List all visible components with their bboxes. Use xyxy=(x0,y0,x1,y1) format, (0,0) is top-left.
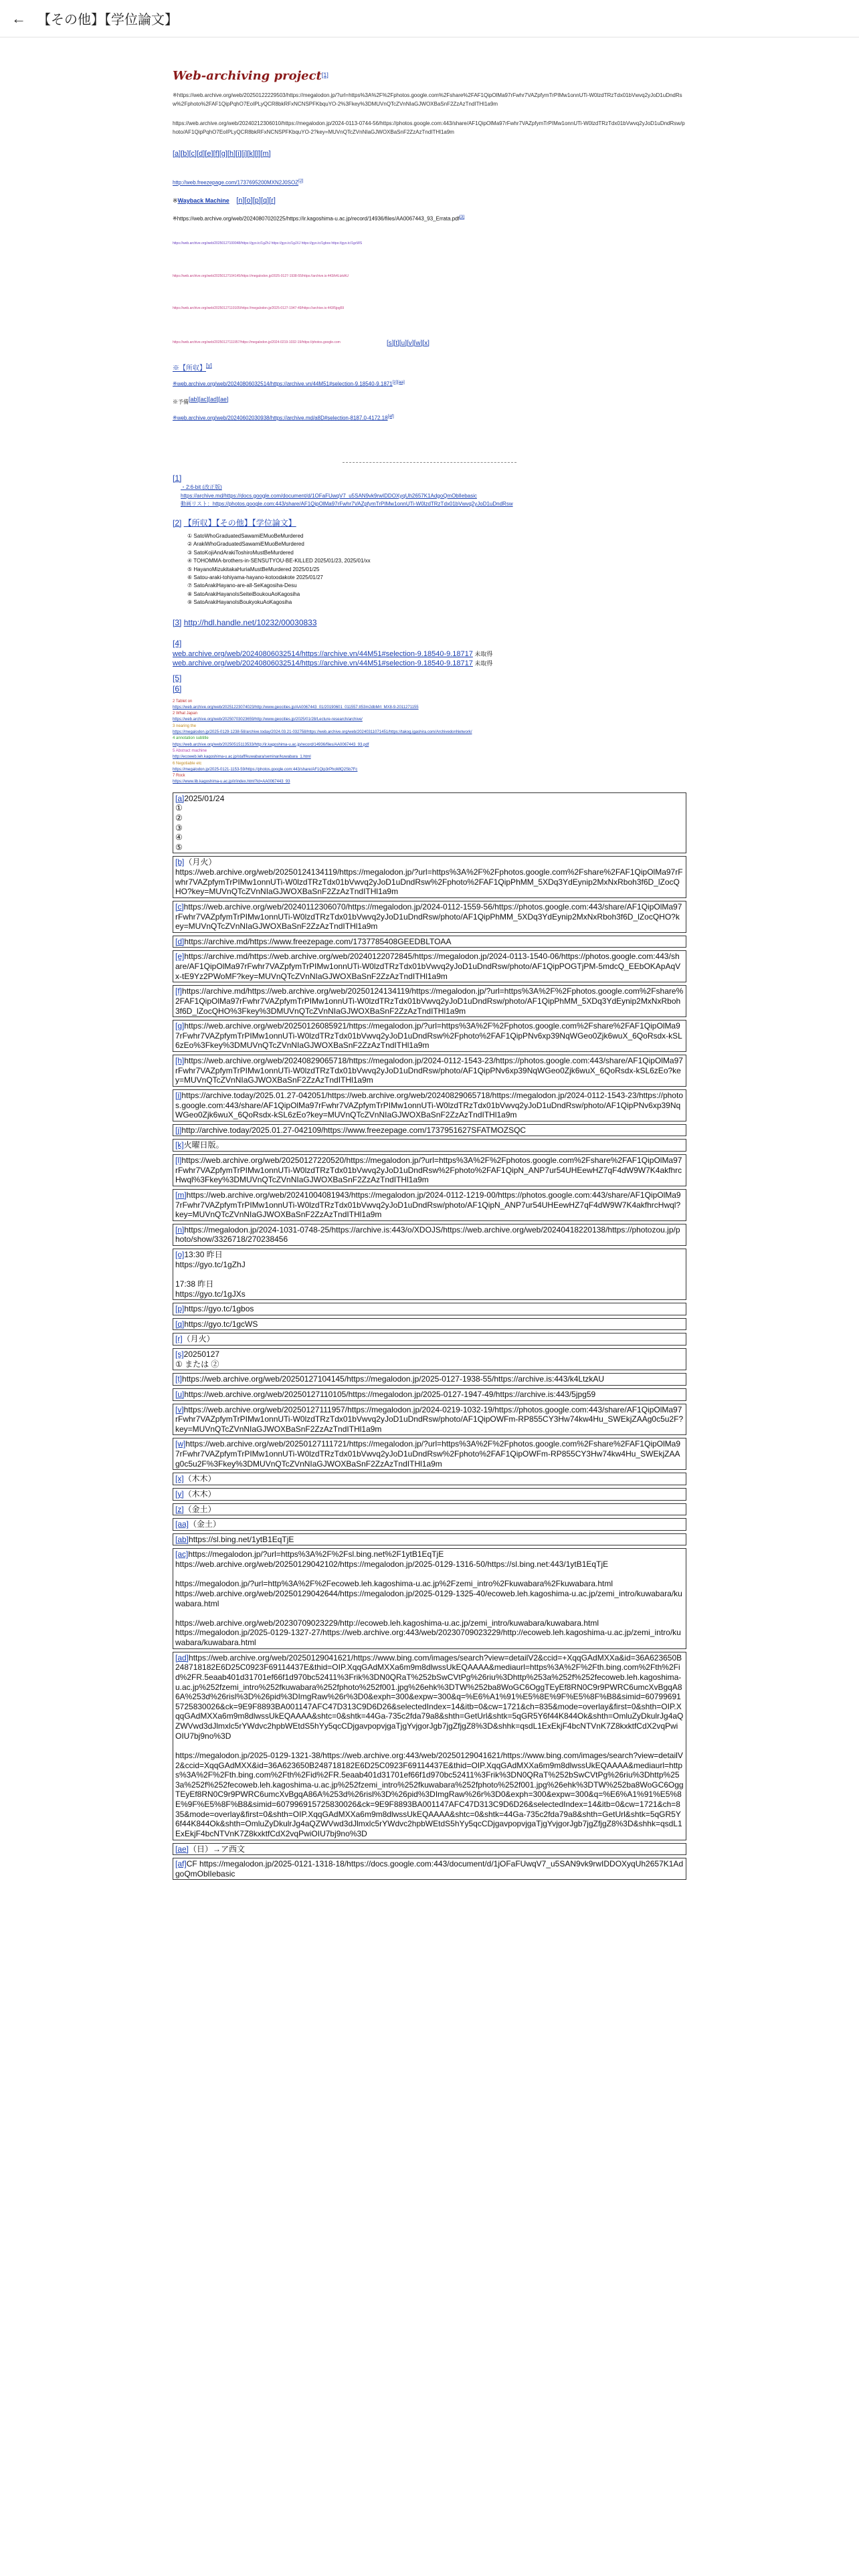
annotation-text: 2025/01/24 ① ② ③ ④ ⑤ xyxy=(175,793,225,852)
annotation-text: （金土） xyxy=(183,1504,216,1514)
annotation-text: https://sl.bing.net/1ytB1EqTjE xyxy=(189,1534,294,1544)
list-item: ⑦ SatoArakiHayano-are-all-SeKagosiha-Desu xyxy=(187,582,297,589)
footnote-4-status: 未取得 xyxy=(472,650,493,657)
annotation-box xyxy=(173,1373,686,1386)
tiny-link[interactable]: https://web.archive.org/web/20250127111957/https://megalodon.jp/2024-0219-1032-19/https://photos.google.com xyxy=(173,340,341,344)
annotation-box xyxy=(173,1124,686,1137)
annotation-label[interactable]: [r] xyxy=(175,1334,183,1344)
annotation-label[interactable]: [q] xyxy=(175,1319,185,1329)
colored-reference-line[interactable]: https://web.archive.org/web/20250515113533/http://ir.kagoshima-u.ac.jp/record/14936/files/AA0067443_93.pdf xyxy=(173,742,369,747)
title-footnote-ref[interactable]: [1] xyxy=(321,72,328,78)
annotation-text: 13:30 昨日 https://gyo.tc/1gZhJ 17:38 昨日 https://gyo.tc/1gJXs xyxy=(175,1250,246,1299)
annotation-box xyxy=(173,1488,686,1501)
annotation-text: https://web.archive.org/web/20240112306070/https://megalodon.jp/2024-0112-1559-56/https://photos.google.com:443/share/AF1QipOlMa97rFwhr7VAZpfymTrPIMw1onnUTi-W0lzdTRzTdx01bVwvq2yJoD1uDndRsw/photo/AF1QipPhMM_5XDq3YdEynip2MxNxRboh3f6D_lZocQHO?key=MUVnQTcZVnNIaGJWOXBaSnF2ZzAzTndITHl1a9m xyxy=(175,901,682,932)
colored-reference-line[interactable]: https://web.archive.org/web/20250703023659/http://www.geocities.jp/2025/01/28/Lecture-research/archive/ xyxy=(173,718,363,722)
list-item-text: Satou-araki-tohiyama-hayano-kotoodakote 2025/01/27 xyxy=(193,574,323,581)
annotation-text: https://megalodon.jp/2024-1031-0748-25/https://archive.is:443/o/XDOJS/https://web.archive.org/web/20240418220138/https://photozou.jp/photo/show/3326718/270238456 xyxy=(175,1224,680,1245)
app-bar xyxy=(0,0,859,37)
back-arrow-icon[interactable]: ← xyxy=(11,9,26,27)
document-page xyxy=(173,59,686,1883)
annotation-label[interactable]: [d] xyxy=(175,936,185,946)
footnote-2 xyxy=(173,518,686,607)
list-item-text: SatoWhoGraduatedSawamiEMuoBeMurdered xyxy=(193,533,304,540)
annotation-label[interactable]: [m] xyxy=(175,1190,187,1200)
misc-refs[interactable]: [y] xyxy=(206,362,212,369)
annotation-box xyxy=(173,1503,686,1516)
annotation-box xyxy=(173,1055,686,1087)
annotation-text: 火曜日版。 xyxy=(183,1140,224,1150)
footnote-label[interactable]: [5] xyxy=(173,673,182,683)
list-item-text: TOHOMMA-brothers-in-SENSUTYOU-BE-KILLED 2025/01/23, 2025/01/xx xyxy=(193,558,371,564)
annotation-label[interactable]: [a] xyxy=(175,793,185,803)
footnote-2-list xyxy=(187,532,686,607)
annotation-label[interactable]: [g] xyxy=(175,1021,185,1031)
misc-line xyxy=(173,362,686,372)
annotation-text: https://web.archive.org/web/20250127110105/https://megalodon.jp/2025-0127-1947-49/https://archive.is:443/5jpg59 xyxy=(184,1389,596,1399)
list-item: ② ArakiWhoGraduatedSawamiEMuoBeMurdered xyxy=(187,541,304,548)
annotation-label[interactable]: [b] xyxy=(175,857,185,867)
annotation-text: https://web.archive.org/web/20250127104145/https://megalodon.jp/2025-0127-1938-55/https://archive.is:443/k4LtzkAU xyxy=(182,1374,605,1384)
annotation-box xyxy=(173,1388,686,1401)
annotation-label[interactable]: [z] xyxy=(175,1504,184,1514)
annotation-box xyxy=(173,985,686,1017)
footnote-label[interactable]: [1] xyxy=(173,473,182,483)
footnote-2-title[interactable]: 【所収】【その他】【学位論文】 xyxy=(183,518,296,528)
annotation-text: CF https://megalodon.jp/2025-0121-1318-18/https://docs.google.com:443/document/d/1jOFaFUwqV7_u5SAN9vk9rwIDDOXyqUh2657K1AdgoQmOblIebasic xyxy=(175,1859,684,1879)
colored-reference-line: 6 Negotiable etc xyxy=(173,761,202,766)
colored-reference-line: 7 Rock xyxy=(173,774,185,778)
list-item: ⑧ SatoArakiHayanoIsSeiteiBoukouAoKagosiha xyxy=(187,591,300,597)
annotation-label[interactable]: [aa] xyxy=(175,1519,189,1529)
list-item: ⑥ Satou-araki-tohiyama-hayano-kotoodakote 2025/01/27 xyxy=(187,574,323,581)
tiny-link[interactable]: https://web.archive.org/web/20250127100048/https://gyo.tc/1gZhJ https://gyo.tc/1gJXJ https://gyo.tc/1gbos https://gyo.tc/1gcWS xyxy=(173,241,363,246)
annotation-box xyxy=(173,1404,686,1436)
annotation-label[interactable]: [ac] xyxy=(175,1549,189,1560)
annotation-box xyxy=(173,1438,686,1470)
annotation-label[interactable]: [u] xyxy=(175,1389,185,1399)
annotation-label[interactable]: [ab] xyxy=(175,1534,189,1544)
list-item-text: ArakiWhoGraduatedSawamiEMuoBeMurdered xyxy=(193,541,304,548)
annotation-text: https://gyo.tc/1gbos xyxy=(184,1304,254,1314)
annotation-box xyxy=(173,1089,686,1121)
annotation-label[interactable]: [t] xyxy=(175,1374,183,1384)
list-item: ④ TOHOMMA-brothers-in-SENSUTYOU-BE-KILLED 2025/01/23, 2025/01/xx xyxy=(187,558,371,564)
footnote-4 xyxy=(173,639,686,668)
footnote-1-item[interactable]: https://archive.md/https://docs.google.com/document/d/1OFaFUwqV7_u5SAN9vk9rwIDDOXyqUh2657K1AdgoQmOblIebasic xyxy=(181,492,477,499)
footnote-1-item[interactable]: ・2:6-bit (改正版) xyxy=(181,484,222,491)
annotation-label[interactable]: [ae] xyxy=(175,1844,189,1854)
annotation-text: https://web.archive.org/web/20250126085921/https://megalodon.jp/?url=https%3A%2F%2Fphotos.google.com%2Fshare%2FAF1QipOlMa97rFwhr7VAZpfymTrPIMw1onnUTi-W0lzdTRzTdx01bVwvq2yJoD1uDndRsw%2Fphoto%2FAF1QipPNv6xp39NqWGeo0Zjk6wuX_6QoRsdx-kSL6zEo%3Fkey%3DMUVnQTcZVnNIaGJWOXBaSnF2ZzAzTndITHl1a9m xyxy=(175,1021,682,1051)
footnote-4-status: 未取得 xyxy=(472,660,493,667)
footnote-label[interactable]: [3] xyxy=(173,617,182,627)
intro-paragraph-2: https://web.archive.org/web/20240212306010/https://megalodon.jp/2024-0113-0744-56/https://photos.google.com:443/share/AF1QipOlMa97rFwhr7VAZpfymTrPIMw1onnUTi-W0lzdTRzTdx01bVwvq2yJoD1uDndRsw/photo/AF1QipPqhO7EoIPLyQCR8bkRFxNCNSPFKbquYO-2?key=MUVnQTcZVnNIaGJWOXBaSnF2ZzAzTndITHl1a9m xyxy=(173,120,685,135)
annotation-box-list xyxy=(173,792,686,1881)
annotation-box xyxy=(173,1189,686,1221)
tiny-link[interactable]: https://web.archive.org/web/20250127110105/https://megalodon.jp/2025-0127-1947-49/https://archive.is:443/5jpg59 xyxy=(173,306,345,311)
kagoshima-ref[interactable]: [3] xyxy=(459,215,465,220)
colored-reference-line: 2 What Japan xyxy=(173,712,198,716)
annotation-box xyxy=(173,1518,686,1531)
list-item-text: HayanoMizukitakaHuriaMustBeMurdered 2025/01/25 xyxy=(193,566,320,572)
tiny-link-row xyxy=(173,340,686,345)
annotation-label[interactable]: [w] xyxy=(175,1439,186,1449)
annotation-text: （金土） xyxy=(189,1519,221,1529)
annotation-text: https://web.archive.org/web/20250129041621/https://www.bing.com/images/search?view=detailV2&ccid=+XqqGAdMXXa&id=36A623650B248718182E6D25C0923F69114437E&thid=OIP.XqqGAdMXXa6m9m8dlwssUkEQAAAA&mediaurl=https%3A%2F%2Fth.bing.com%2Fth%2Fid%2FR.5eaab401d31701ef66f1d970bc52411%3Frik%3DN0QRaT%252bSwCVtPg%26riu%3Dhttp%253a%252f%252fecoweb.leh.kagoshima-u.ac.jp%252fzemi_intro%252fkuwabara%252fphoto%252f001.jpg%26ehk%3DTW%252ba8WoGC6OggTEyEf8RN0C9r9PWRC6umcXvBgqA86A%253d%26risl%3D%26pid%3DImgRaw%26r%3D0&exph=300&expw=300&q=%E6%A1%91%E5%8E%9F%E5%8F%B8&simid=607996915725830026&ck=9E9F8893BA001147AFC47D313C9D6D26&selectedIndex=14&itb=0&cw=1721&ch=835&mode=overlay&first=0&shth=OIP.XqqGAdMXXa6m9m8dlwssUkEQAAAA&shtc=0&shtk=44Ga-735c2fda79a8&shth=GetUrl&shtk=5qGR5Y6f44K844Ok&shth=OmluZyDkulrJg4aQZWVwd3dJlmxlc5rYWdvc2hpbWEtdS5hYy5qcCDjgavpopvjgaTjgYvjgorJgb7jgZfjgZ8%3D&shhk=qsdL1ExEkjF4bcNTVnK7Z8kxktfCdX2vqPwiOIU7bj9no%3D https://megalodon.jp/2025-0129-1321-38/https://web.archive.org:443/web/20250129041621/https://www.bing.com/images/search?view=detailV2&ccid=XqqGAdMXX&id=36A623650B248718182E6D25C0923F69114437E&thid=OIP.XqqGAdMXXa6m9m8dlwssUkEQAAAA&mediaurl=https%3A%2F%2Fth.bing.com%2Fth%2Fid%2FR.5eaab401d31701ef66f1d970bc52411%3Frik%3DN0QRaT%252bSwCVtPg%26riu%3Dhttp%253a%252f%252fecoweb.leh.kagoshima-u.ac.jp%252fzemi_intro%252fkuwabara%252fphoto%252f001.jpg%26ehk%3DTW%252ba8WoGC6OggTEyEf8RN0C9r9PWRC6umcXvBgqA86A%253d%26risl%3D%26pid%3DImgRaw%26r%3D0&exph=300&expw=300&q=%E6%A1%91%E5%8E%9F%E5%8F%B8&simid=607996915725830026&ck=9E9F8893BA001147AFC47D313C9D6D26&selectedIndex=14&itb=0&cw=1721&ch=835&mode=overlay&first=0&shth=OIP.XqqGAdMXXa6m9m8dlwssUkEQAAAA&shtc=0&shtk=44Ga-735c2fda79a8&shth=GetUrl&shtk=5qGR5Y6f44K844Ok&shth=OmluZyDkulrJg4aQZWVwd3dJlmxlc5rYWdvc2hpbWEtdS5hYy5qcCDjgavpopvjgaTjgYvjgorJgb7jgZfjgZ8%3D&shhk=qsdL1ExEkjF4bcNTVnK7Z8kxktfCdX2vqPwiOIU7bj9no%3D xyxy=(175,1652,684,1838)
annotation-text: https://web.archive.org/web/20250127111957/https://megalodon.jp/2024-0219-1032-19/https://photos.google.com:443/share/AF1QipOlMa97rFwhr7VAZpfymTrPIMw1onnUTi-W0lzdTRzTdx01bVwvq2yJoD1uDndRsw/photo/AF1QipOWFm-RP855CY3Hw74kw4Hu_SWEkjZAAg0c5u2F?key=MUVnQTcZVnNIaGJWOXBaSnF2ZzAzTndITHl1a9m xyxy=(175,1404,684,1434)
colored-reference-line[interactable]: http://ecoweb.leh.kagoshima-u.ac.jp/staff/kuwabara/seminar/kuwabara_1.html xyxy=(173,755,311,760)
annotation-label[interactable]: [ad] xyxy=(175,1652,189,1662)
annotation-label[interactable]: [y] xyxy=(175,1489,184,1499)
annotation-box xyxy=(173,1473,686,1485)
annotation-box xyxy=(173,1533,686,1546)
annotation-box xyxy=(173,936,686,948)
annotation-box xyxy=(173,1333,686,1346)
list-item: ⑨ SatoArakiHayanoIsBoukyokuAoKagosiha xyxy=(187,599,292,606)
annotation-label[interactable]: [p] xyxy=(175,1304,185,1314)
footnote-label[interactable]: [2] xyxy=(173,518,182,528)
page-title: 【その他】【学位論文】 xyxy=(37,13,178,27)
annotation-label[interactable]: [e] xyxy=(175,952,185,962)
annotation-box xyxy=(173,1154,686,1186)
footnote-4-line xyxy=(173,649,686,659)
annotation-text: https://web.archive.org/web/20250127220520/https://megalodon.jp/?url=https%3A%2F%2Fphotos.google.com%2Fshare%2FAF1QipOlMa97rFwhr7VAZpfymTrPIMw1onnUTi-W0lzdTRzTdx01bVwvq2yJoD1uDndRsw%2Fphoto%2FAF1QipN_ANP7ur54UHEewHZ7qF4dW9W7K4akfhrcHwql%3Fkey%3DMUVnQTcZVnNIaGJWOXBaSnF2ZzAzTndITHl1a9m xyxy=(175,1156,682,1185)
colored-reference-line: 5 Abstract machine xyxy=(173,748,207,753)
annotation-text: （日）→ア西文 xyxy=(189,1844,246,1854)
annotation-box xyxy=(173,1139,686,1152)
annotation-box xyxy=(173,1020,686,1052)
notice-line xyxy=(173,396,686,406)
annotation-text: 20250127 ① または ② xyxy=(175,1350,220,1369)
footnote-1-item[interactable]: 動画リスト：https://photos.google.com:443/share/AF1QipOlMa97rFwhr7VAZpfymTrPIMw1onnUTi-W0lzdTRzTdx01bVwvq2yJoD1uDndRsw xyxy=(181,501,513,508)
annotation-text: （木木） xyxy=(183,1474,216,1484)
tiny-link-block xyxy=(173,241,686,347)
annotation-box xyxy=(173,1548,686,1648)
footnote-2-heading xyxy=(173,518,686,529)
freezepage-ref[interactable]: [2] xyxy=(298,178,304,183)
annotation-text: https://archive.md/https://web.archive.org/web/20250124134119/https://megalodon.jp/?url=https%3A%2F%2Fphotos.google.com%2Fshare%2FAF1QipOlMa97rFwhr7VAZpfymTrPIMw1onnUTi-W0lzdTRzTdx01bVwvq2yJoD1uDndRsw/photo/AF1QipPhMM_5XDq3YdEynip2MxNxRboh3f6D_lZocQHO%3Fkey%3DMUVnQTcZVnNIaGJWOXBaSnF2ZzAzTndITHl1a9m xyxy=(175,986,684,1016)
list-item-text: SatoKojiAndArakiToshiroMustBeMurdered xyxy=(193,549,294,556)
footnote-1-list xyxy=(181,484,686,508)
colored-reference-line: 4 annotation subtitle xyxy=(173,736,209,741)
archive-line-2 xyxy=(173,414,686,422)
list-item-text: SatoArakiHayanoIsSeiteiBoukouAoKagosiha xyxy=(193,591,300,597)
footnote-1 xyxy=(173,473,686,509)
annotation-box xyxy=(173,1318,686,1331)
tiny-link[interactable]: https://web.archive.org/web/20250127104145/https://megalodon.jp/2025-0127-1938-55/https://archive.is:443/k4LtzkAU xyxy=(173,274,349,278)
footnote-label[interactable]: [6] xyxy=(173,683,182,693)
colored-reference-line[interactable]: https://megalodon.jp/2025-0129-1238-58/archive.today/2024.03.21-032758/https://web.archive.org/web/20240311071451/https://takog.igashira.com/ArchivedonNetwork/ xyxy=(173,730,472,735)
footnote-4-link[interactable]: web.archive.org/web/20240806032514/https://archive.vn/44M51#selection-9.18540-9.18717 xyxy=(173,659,473,668)
list-item: ① SatoWhoGraduatedSawamiEMuoBeMurdered xyxy=(187,533,304,540)
annotation-label[interactable]: [x] xyxy=(175,1474,184,1484)
doc-title-row xyxy=(173,68,686,84)
annotation-label[interactable]: [s] xyxy=(175,1350,184,1360)
colored-reference-line: 2 Tablet on xyxy=(173,699,193,704)
list-item: ③ SatoKojiAndArakiToshiroMustBeMurdered xyxy=(187,549,294,556)
kagoshima-line xyxy=(173,215,686,223)
annotation-text: https://archive.today/2025.01.27-042051/https://web.archive.org/web/20240829065718/https://megalodon.jp/2024-0112-1543-23/https://photos.google.com:443/share/AF1QipOlMa97rFwhr7VAZpfymTrPIMw1onnUTi-W0lzdTRzTdx01bVwvq2yJoD1uDndRsw/photo/AF1QipPNv6xp39NqWGeo0Zjk6wuX_6QoRsdx-kSL6zEo?key=MUVnQTcZVnNIaGJWOXBaSnF2ZzAzTndITHl1a9m xyxy=(175,1090,683,1120)
annotation-label[interactable]: [j] xyxy=(175,1125,182,1135)
kagoshima-text: https://web.archive.org/web/20240807020225/https://ir.kagoshima-u.ac.jp/record/14936/files/AA0067443_93_Errata.pdf xyxy=(177,215,460,222)
archive-link-2[interactable]: ※web.archive.org/web/20240602030938/https://archive.md/a8D#selection-8187.0-4172.18 xyxy=(173,415,388,421)
archive-line-1 xyxy=(173,380,686,388)
wayback-prefix: ※ xyxy=(173,197,178,204)
kagoshima-prefix: ※ xyxy=(173,215,177,222)
annotation-box xyxy=(173,901,686,933)
annotation-box xyxy=(173,792,686,854)
annotation-label[interactable]: [f] xyxy=(175,986,183,996)
freezepage-line xyxy=(173,179,686,187)
freezepage-link[interactable]: http://web.freezepage.com/1737695200MXN2J0SOZ xyxy=(173,179,299,186)
ref-link-row[interactable]: [a][b][c][d][e][f][g][h][i][j][k][l][m] xyxy=(173,149,271,158)
annotation-label[interactable]: [i] xyxy=(175,1090,182,1100)
colored-reference-line: 3 nearing the xyxy=(173,724,197,728)
footnote-label[interactable]: [4] xyxy=(173,639,182,649)
list-item: ⑤ HayanoMizukitakaHuriaMustBeMurdered 2025/01/25 xyxy=(187,566,320,572)
annotation-text: https://archive.md/https://web.archive.org/web/20240122072845/https://megalodon.jp/2024-0113-1540-06/https://photos.google.com:443/share/AF1QipOlMa97rFwhr7VAZpfymTrPIMw1onnUTi-W0lzdTRzTdx01bVwvq2yJoD1uDndRsw/photo/AF1QipPOGTjPM-5mdcQ_EEbOKApAqVx-tE9Yz2PWoMF?key=MUVnQTcZVnNIaGJWOXBaSnF2ZzAzTndITHl1a9m xyxy=(175,952,681,981)
annotation-box xyxy=(173,1843,686,1856)
annotation-text: https://web.archive.org/web/20241004081943/https://megalodon.jp/2024-0112-1219-00/https://photos.google.com:443/share/AF1QipOlMa97rFwhr7VAZpfymTrPIMw1onnUTi-W0lzdTRzTdx01bVwvq2yJoD1uDndRsw/photo/AF1QipN_ANP7ur54UHEewHZ7qF4dW9W7K4akfhrcHwql?key=MUVnQTcZVnNIaGJWOXBaSnF2ZzAzTndITHl1a9m xyxy=(175,1190,681,1220)
footnote-4-line xyxy=(173,659,686,668)
annotation-box xyxy=(173,1224,686,1246)
annotation-box xyxy=(173,1348,686,1370)
annotation-text: （月火） xyxy=(182,1334,215,1344)
list-item-text: SatoArakiHayano-are-all-SeKagosiha-Desu xyxy=(193,582,297,589)
divider xyxy=(343,462,516,463)
annotation-text: https://gyo.tc/1gcWS xyxy=(184,1319,258,1329)
archive-ref-1[interactable]: [z][aa] xyxy=(392,379,405,385)
doc-title: Web-archiving project xyxy=(173,69,322,83)
annotation-label[interactable]: [v] xyxy=(175,1404,184,1414)
annotation-label[interactable]: [l] xyxy=(175,1156,182,1166)
annotation-label[interactable]: [k] xyxy=(175,1140,184,1150)
annotation-box xyxy=(173,856,686,898)
footnote-3-link[interactable]: http://hdl.handle.net/10232/00030833 xyxy=(183,617,317,627)
annotation-label[interactable]: [af] xyxy=(175,1859,187,1869)
annotation-text: https://web.archive.org/web/20250127111721/https://megalodon.jp/?url=https%3A%2F%2Fphotos.google.com%2Fshare%2FAF1QipOlMa97rFwhr7VAZpfymTrPIMw1onnUTi-W0lzdTRzTdx01bVwvq2yJoD1uDndRsw%2Fphoto%2FAF1QipOWFm-RP855CY3Hw74kw4Hu_SWEkjZAAg0c5u2F%3Fkey%3DMUVnQTcZVnNIaGJWOXBaSnF2ZzAzTndITHl1a9m xyxy=(175,1439,681,1469)
notice-refs[interactable]: [ab][ac][ad][ae] xyxy=(189,395,229,403)
annotation-label[interactable]: [n] xyxy=(175,1224,185,1235)
annotation-box xyxy=(173,1249,686,1300)
annotation-text: （月火） https://web.archive.org/web/20250124134119/https://megalodon.jp/?url=https%3A%2F%2Fphotos.google.com%2Fshare%2FAF1QipOlMa97rFwhr7VAZpfymTrPIMw1onnUTi-W0lzdTRzTdx01bVwvq2yJoD1uDndRsw%2Fphoto%2FAF1QipPhMM_5XDq3YdEynip2MxNxRboh3f6D_lZocQHO?key=MUVnQTcZVnNIaGJWOXBaSnF2ZzAzTndITHl1a9m xyxy=(175,857,683,897)
archive-link-1[interactable]: ※web.archive.org/web/20240806032514/https://archive.vn/44M51#selection-9.18540-9.1871 xyxy=(173,381,393,387)
annotation-text: http://archive.today/2025.01.27-042109/https://www.freezepage.com/1737951627SFATMOZSQC xyxy=(181,1125,527,1135)
annotation-text: https://web.archive.org/web/20240829065718/https://megalodon.jp/2024-0112-1543-23/https://photos.google.com:443/share/AF1QipOlMa97rFwhr7VAZpfymTrPIMw1onnUTi-W0lzdTRzTdx01bVwvq2yJoD1uDndRsw/photo/AF1QipPNv6xp39NqWGeo0Zjk6wuX_6QoRsdx-kSL6zEo?key=MUVnQTcZVnNIaGJWOXBaSnF2ZzAzTndITHl1a9m xyxy=(175,1056,683,1085)
annotation-box xyxy=(173,1303,686,1315)
wayback-line xyxy=(173,196,686,205)
colored-reference-line[interactable]: https://www.lib.kagoshima-u.ac.jp/ir/index.html?id=AA0067443_93 xyxy=(173,780,290,784)
annotation-text: https://archive.md/https://www.freezepage.com/1737785408GEEDBLTOAA xyxy=(184,936,452,946)
footnote-3 xyxy=(173,618,686,629)
wayback-refs[interactable]: [n][o][p][q][r] xyxy=(236,196,276,205)
colored-reference-line[interactable]: https://megalodon.jp/2025-0121-1153-59/https://photos.google.com:443/share/AF1Qip3rPhoMlQ2Sb7Fc xyxy=(173,767,358,772)
archive-ref-2[interactable]: [af] xyxy=(387,413,394,419)
annotation-label[interactable]: [h] xyxy=(175,1056,185,1066)
notice-prefix: ※予備 xyxy=(173,399,189,405)
colored-reference-line[interactable]: https://web.archive.org/web/20251223074023/http://www.geocities.jp/AA0067443_01/20190601_011557.tt53m2dbMrt_MX8-9-2011271155 xyxy=(173,705,419,710)
annotation-box xyxy=(173,950,686,982)
list-item-text: SatoArakiHayanoIsBoukyokuAoKagosiha xyxy=(193,599,292,606)
tiny-refs[interactable]: [s][t][u][v][w][x] xyxy=(387,339,430,347)
annotation-box xyxy=(173,1652,686,1840)
annotation-text: （木木） xyxy=(183,1489,216,1499)
colored-reference-list xyxy=(173,699,686,786)
intro-paragraph-1: ※https://web.archive.org/web/20250122229503/https://megalodon.jp/?url=https%3A%2F%2Fphotos.google.com%2Fshare%2FAF1QipOlMa97rFwhr7VAZpfymTrPIMw1onnUTi-W0lzdTRzTdx01bVwvq2yJoD1uDndRsw%2Fphoto%2FAF1QipPqhO7EoIPLyQCR8bkRFxNCNSPFKbquYO-2%3Fkey%3DMUVnQTcZVnNIaGJWOXBaSnF2ZzAzTndITHl1a9m xyxy=(173,92,682,108)
annotation-label[interactable]: [o] xyxy=(175,1250,185,1260)
annotation-box xyxy=(173,1858,686,1880)
wayback-link[interactable]: Wayback Machine xyxy=(177,197,229,204)
annotation-label[interactable]: [c] xyxy=(175,901,184,911)
footnote-4-link[interactable]: web.archive.org/web/20240806032514/https://archive.vn/44M51#selection-9.18540-9.18717 xyxy=(173,649,473,658)
annotation-text: https://megalodon.jp/?url=https%3A%2F%2Fsl.bing.net%2F1ytB1EqTjE https://web.archive.org/web/20250129042102/https://megalodon.jp/2025-0129-1316-50/https://sl.bing.net:443/1ytB1EqTjE https://megalodon.jp/?url=http%3A%2F%2Fecoweb.leh.kagoshima-u.ac.jp%2Fzemi_intro%2Fkuwabara%2Fkuwabara.html https://web.archive.org/web/20250129042644/https://megalodon.jp/2025-0129-1325-40/ecoweb.leh.kagoshima-u.ac.jp/zemi_intro/kuwabara/kuwabara.html https://web.archive.org/web/20230709023229/http://ecoweb.leh.kagoshima-u.ac.jp/zemi_intro/kuwabara/kuwabara.html https://megalodon.jp/2025-0129-1327-27/https://web.archive.org:443/web/20230709023229/http://ecoweb.leh.kagoshima-u.ac.jp/zemi_intro/kuwabara/kuwabara.html xyxy=(175,1549,682,1648)
misc-prefix[interactable]: ※【所収】 xyxy=(173,364,206,372)
